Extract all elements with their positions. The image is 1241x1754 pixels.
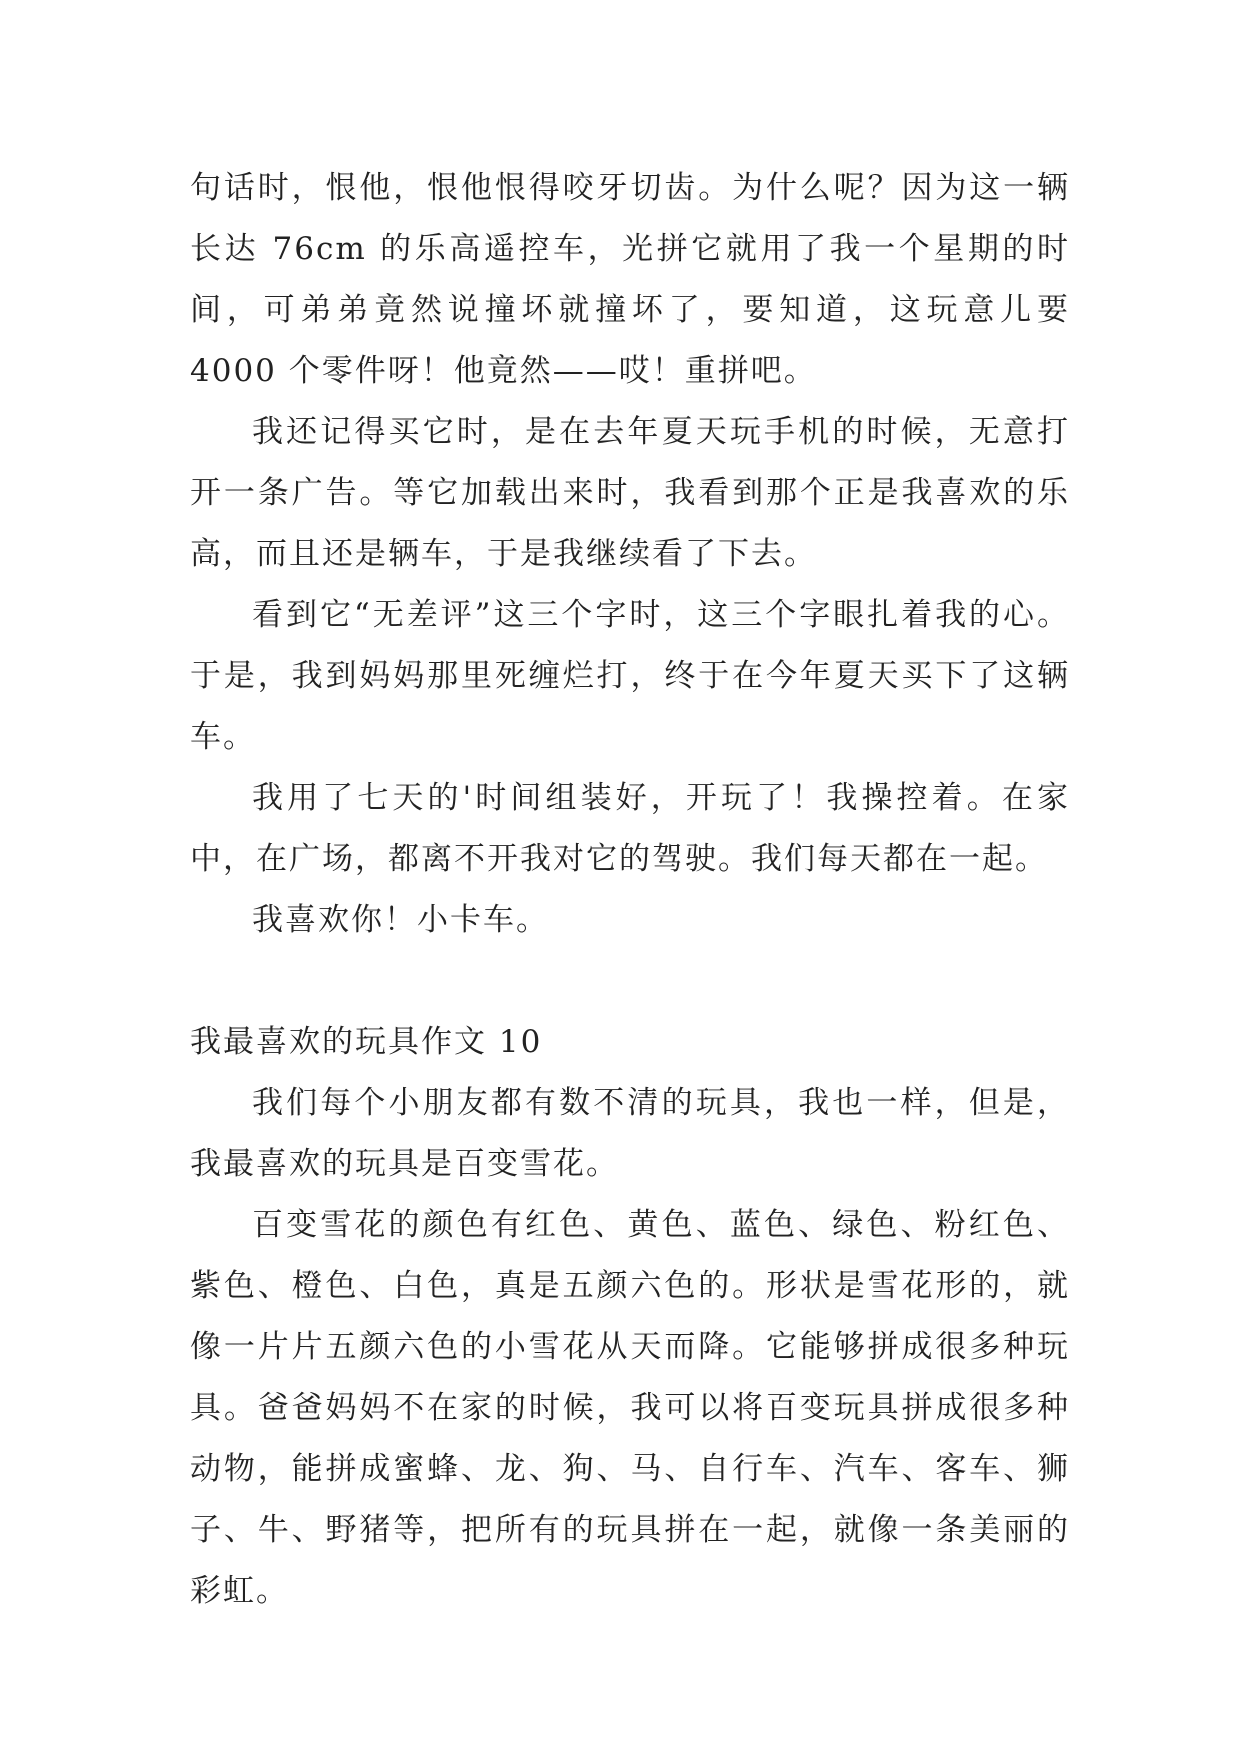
paragraph: 我用了七天的'时间组装好，开玩了！我操控着。在家中，在广场，都离不开我对它的驾驶。我们每天都在一起。	[190, 780, 1070, 877]
paragraph: 我们每个小朋友都有数不清的玩具，我也一样，但是，我最喜欢的玩具是百变雪花。	[190, 1085, 1070, 1182]
document-body	[190, 158, 1070, 1622]
paragraph-continued: 句话时，恨他，恨他恨得咬牙切齿。为什么呢？因为这一辆长达 76cm 的乐高遥控车，光拼它就用了我一个星期的时间，可弟弟竟然说撞坏就撞坏了，要知道，这玩意儿要 4000 个零件呀！他竟然——哎！重拼吧。	[190, 170, 1070, 389]
paragraph: 我还记得买它时，是在去年夏天玩手机的时候，无意打开一条广告。等它加载出来时，我看到那个正是我喜欢的乐高，而且还是辆车，于是我继续看了下去。	[190, 414, 1070, 572]
paragraph: 我喜欢你！小卡车。	[252, 902, 549, 938]
section-title: 我最喜欢的玩具作文 10	[190, 1024, 543, 1060]
paragraph: 百变雪花的颜色有红色、黄色、蓝色、绿色、粉红色、紫色、橙色、白色，真是五颜六色的。形状是雪花形的，就像一片片五颜六色的小雪花从天而降。它能够拼成很多种玩具。爸爸妈妈不在家的时候，我可以将百变玩具拼成很多种动物，能拼成蜜蜂、龙、狗、马、自行车、汽车、客车、狮子、牛、野猪等，把所有的玩具拼在一起，就像一条美丽的彩虹。	[190, 1207, 1070, 1609]
paragraph: 看到它“无差评”这三个字时，这三个字眼扎着我的心。于是，我到妈妈那里死缠烂打，终于在今年夏天买下了这辆车。	[190, 597, 1070, 755]
